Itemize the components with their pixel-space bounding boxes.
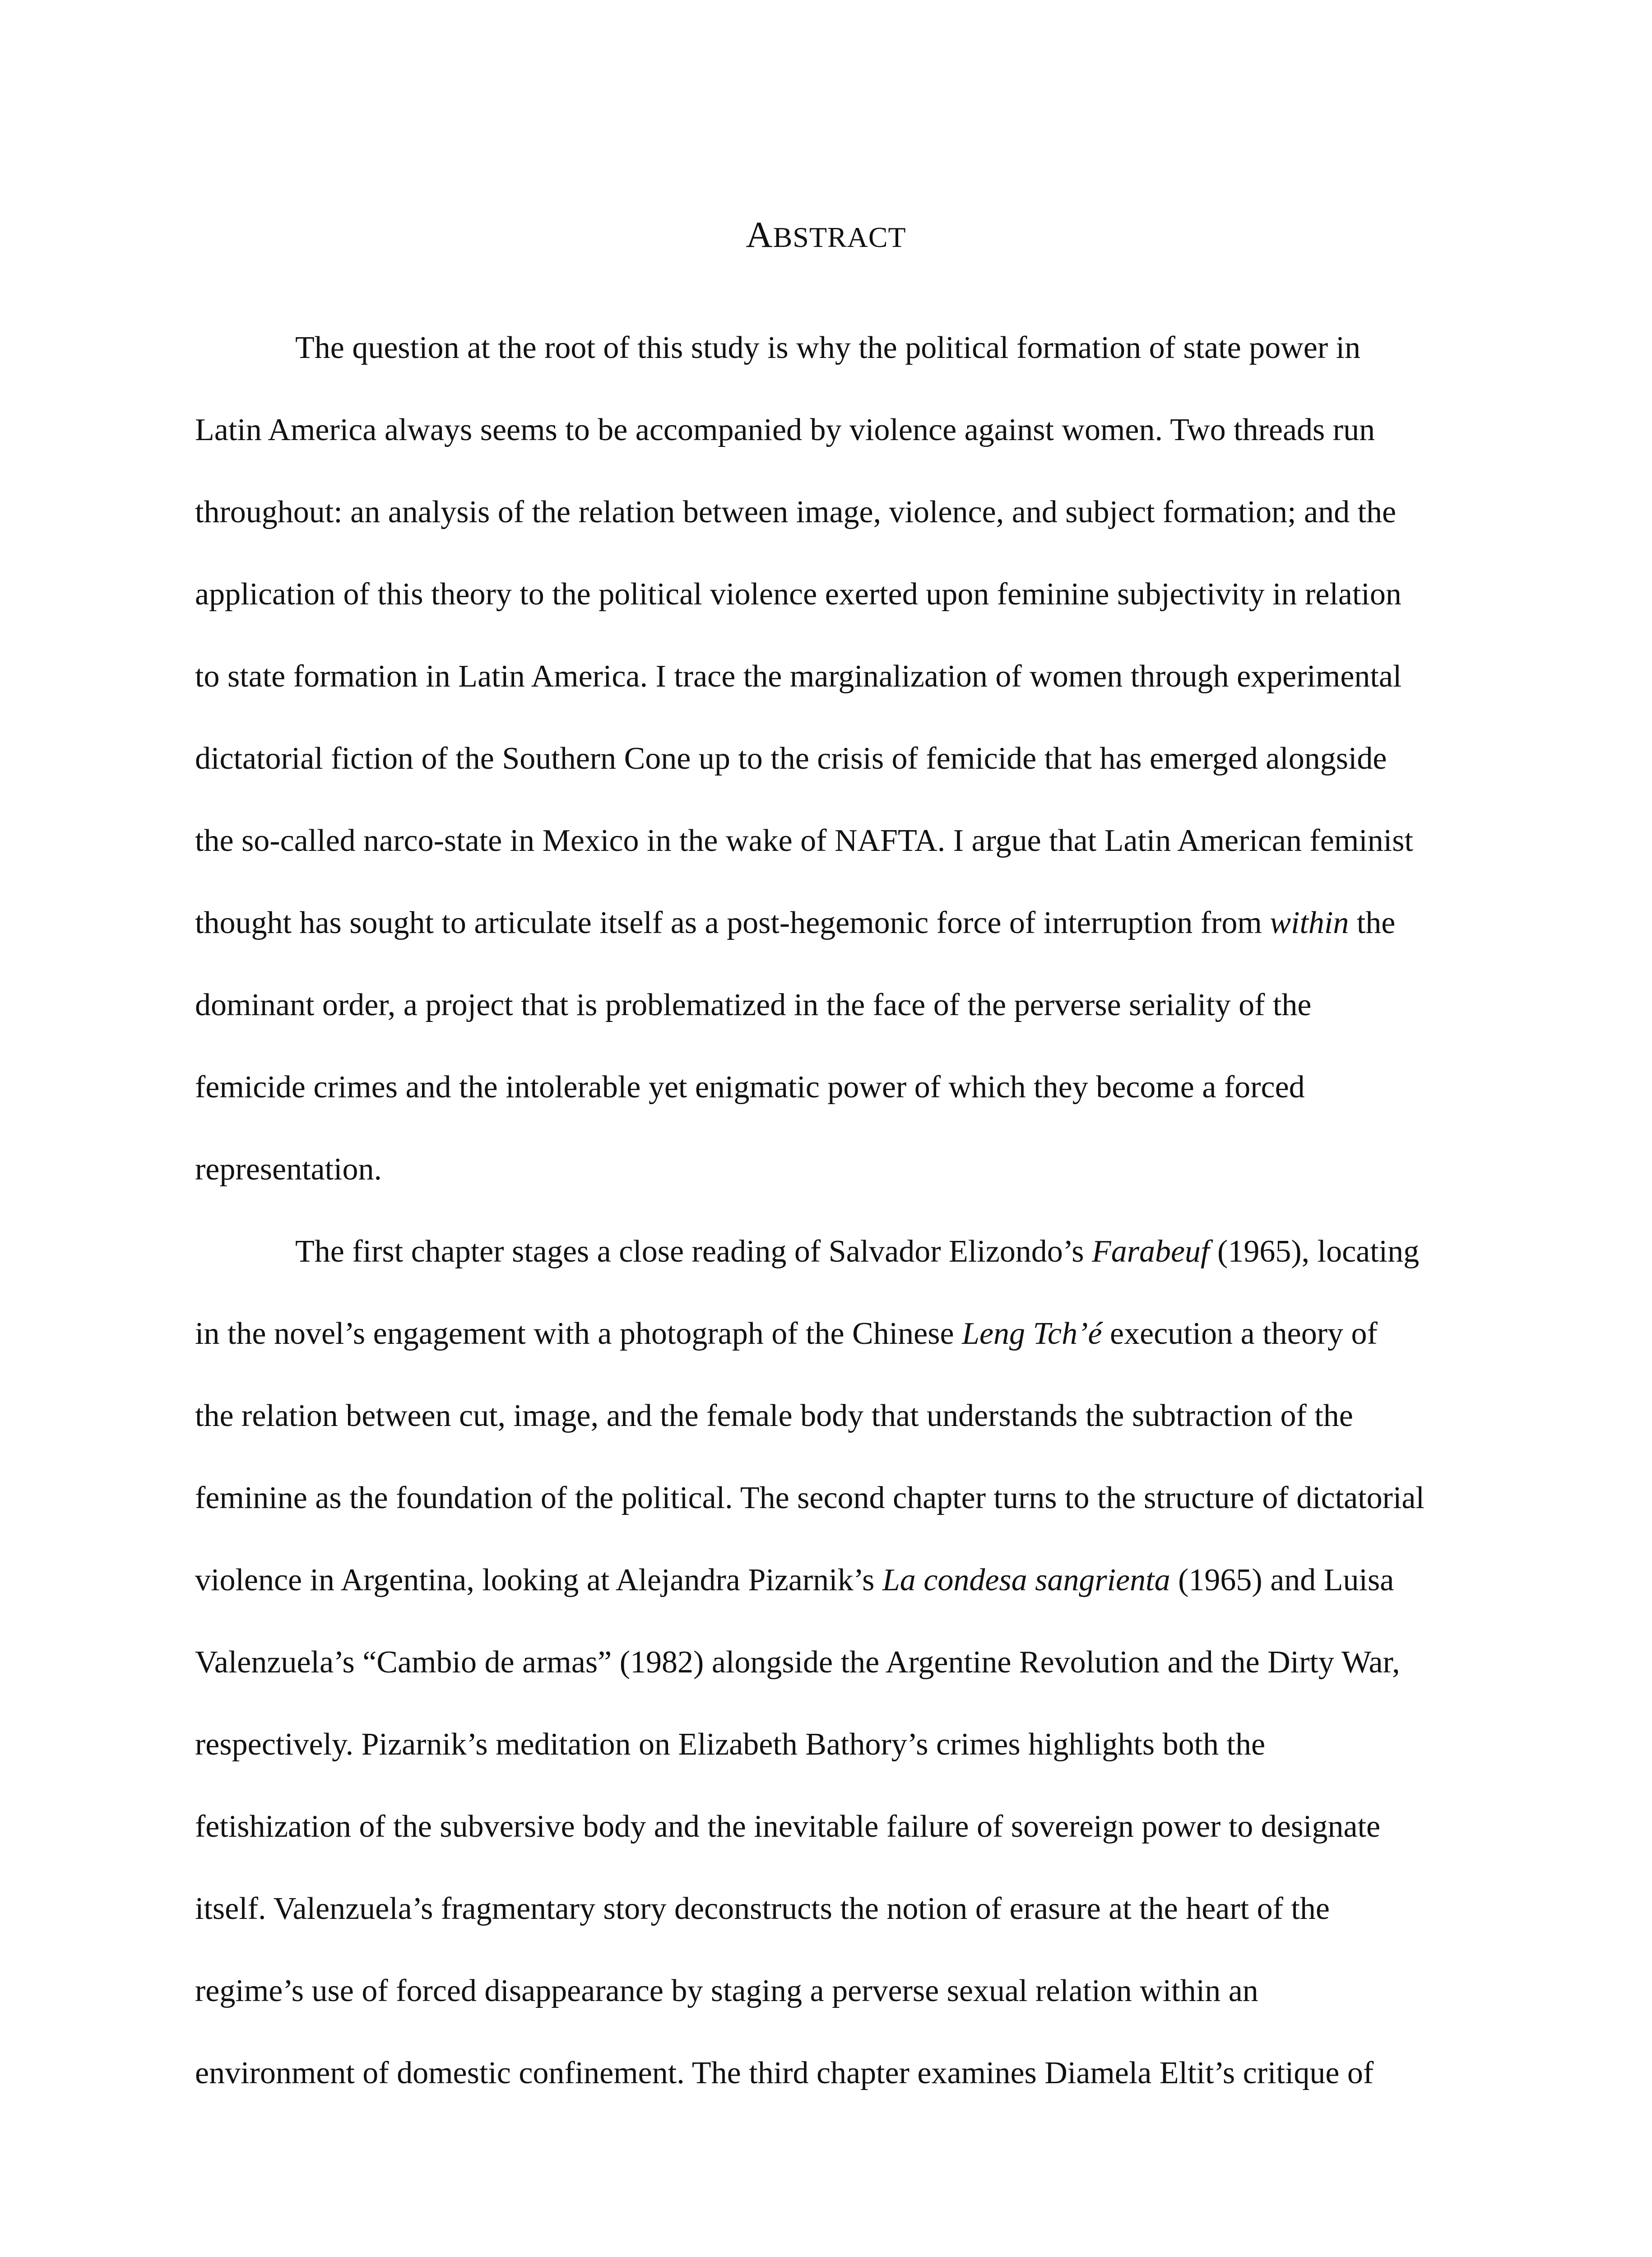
text-line [195, 636, 1459, 718]
text-line [195, 1375, 1459, 1457]
heading-first-letter: A [746, 214, 773, 255]
text-segment: to state formation in Latin America. I trace the marginalization of women through experimental [195, 659, 1402, 694]
text-segment: regime’s use of forced disappearance by staging a perverse sexual relation within an [195, 1974, 1258, 2008]
text-line [195, 1046, 1459, 1128]
text-line [195, 1950, 1459, 2032]
text-segment: The first chapter stages a close reading of Salvador Elizondo’s [295, 1234, 1092, 1269]
text-segment: feminine as the foundation of the political. The second chapter turns to the structure of dictatorial [195, 1481, 1425, 1515]
text-line [195, 1539, 1459, 1621]
text-segment: representation. [195, 1152, 382, 1187]
text-line [195, 1457, 1459, 1539]
text-line [195, 1293, 1459, 1375]
text-segment: in the novel’s engagement with a photograph of the Chinese [195, 1316, 962, 1351]
italic-text: Farabeuf [1091, 1234, 1210, 1269]
text-segment: respectively. Pizarnik’s meditation on Elizabeth Bathory’s crimes highlights both the [195, 1727, 1266, 1762]
text-line [195, 389, 1459, 471]
italic-text: Leng Tch’é [962, 1316, 1102, 1351]
text-segment: thought has sought to articulate itself as a post-hegemonic force of interruption from [195, 906, 1270, 940]
text-line [195, 1868, 1459, 1950]
italic-text: La condesa sangrienta [882, 1563, 1170, 1598]
text-segment: itself. Valenzuela’s fragmentary story deconstructs the notion of erasure at the heart of the [195, 1891, 1330, 1926]
italic-text: within [1270, 906, 1349, 940]
text-segment: The question at the root of this study is why the political formation of state power in [295, 330, 1361, 365]
text-segment: the relation between cut, image, and the female body that understands the subtraction of the [195, 1398, 1353, 1433]
text-segment: femicide crimes and the intolerable yet enigmatic power of which they become a forced [195, 1070, 1305, 1105]
text-segment: dominant order, a project that is problematized in the face of the perverse seriality of the [195, 988, 1312, 1022]
text-segment: throughout: an analysis of the relation between image, violence, and subject formation; and the [195, 495, 1397, 529]
abstract-body [195, 307, 1459, 2114]
text-line [195, 1211, 1459, 1293]
text-line [195, 1786, 1459, 1868]
text-line [195, 1128, 1459, 1211]
text-line [195, 718, 1459, 800]
text-line [195, 800, 1459, 882]
text-line [195, 471, 1459, 553]
text-segment: dictatorial fiction of the Southern Cone up to the crisis of femicide that has emerged alongside [195, 741, 1387, 776]
text-line [195, 1704, 1459, 1786]
text-segment: (1965), locating [1209, 1234, 1420, 1269]
text-line [195, 1621, 1459, 1704]
text-line [195, 964, 1459, 1046]
text-line [195, 882, 1459, 964]
text-line [195, 553, 1459, 636]
text-segment: fetishization of the subversive body and the inevitable failure of sovereign power to designate [195, 1809, 1381, 1844]
text-segment: application of this theory to the political violence exerted upon feminine subjectivity in relation [195, 577, 1401, 612]
text-segment: Latin America always seems to be accompanied by violence against women. Two threads run [195, 413, 1375, 447]
text-segment: environment of domestic confinement. The third chapter examines Diamela Eltit’s critique of [195, 2056, 1374, 2090]
text-segment: violence in Argentina, looking at Alejandra Pizarnik’s [195, 1563, 882, 1598]
text-line [195, 2032, 1459, 2114]
text-segment: execution a theory of [1102, 1316, 1378, 1351]
text-segment: (1965) and Luisa [1170, 1563, 1394, 1598]
abstract-heading [0, 212, 1652, 260]
text-segment: Valenzuela’s “Cambio de armas” (1982) alongside the Argentine Revolution and the Dirty War, [195, 1645, 1400, 1680]
text-segment: the [1349, 906, 1396, 940]
heading-rest: BSTRACT [773, 221, 906, 253]
text-segment: the so-called narco-state in Mexico in the wake of NAFTA. I argue that Latin American feminist [195, 823, 1413, 858]
text-line [195, 307, 1459, 389]
